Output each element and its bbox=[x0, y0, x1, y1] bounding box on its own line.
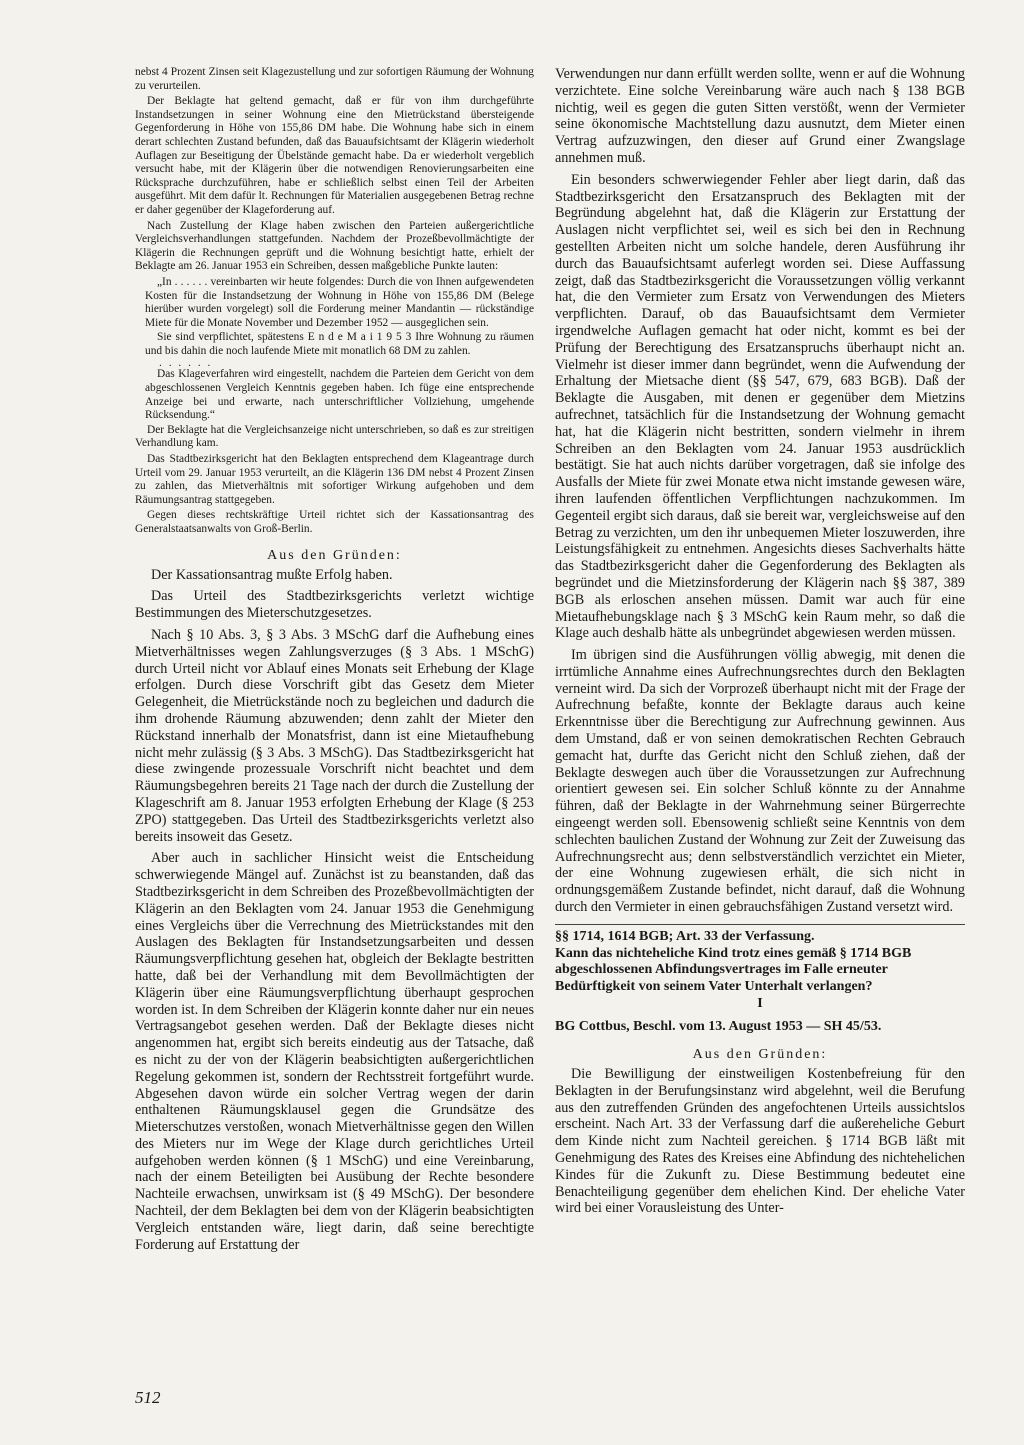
case-citation: §§ 1714, 1614 BGB; Art. 33 der Verfassung. bbox=[555, 928, 815, 944]
quote-paragraph: „In . . . . . . vereinbarten wir heute folgendes: Durch die von Ihnen aufgewendeten Kosten für die Instandsetzung der Wohnung in Höhe von 155,86 DM (Belege hierüber wurden vorgelegt) soll die Forderung meiner Mandantin — rückständige Miete für die Monate November und Dezember 1952 — ausgeglichen sein. bbox=[145, 275, 534, 329]
case-question: Kann das nichteheliche Kind trotz eines gemäß § 1714 BGB abgeschlossenen Abfindungsvertrages im Falle erneuter Bedürftigkeit von seinem Vater Unterhalt verlangen? bbox=[555, 945, 912, 995]
left-column bbox=[135, 66, 534, 1258]
paragraph: Das Stadtbezirksgericht hat den Beklagten entsprechend dem Klageantrage durch Urteil vom 29. Januar 1953 verurteilt, an die Klägerin 136 DM nebst 4 Prozent Zinsen zu zahlen, das Mietverhältnis mit sofortiger Wirkung aufgehoben und dem Räumungsantrag stattgegeben. bbox=[135, 453, 534, 506]
paragraph: Nach § 10 Abs. 3, § 3 Abs. 3 MSchG darf die Aufhebung eines Mietverhältnisses wegen Zahlungsverzuges (§ 3 Abs. 1 MSchG) durch Urteil nicht vor Ablauf eines Monats seit Erhebung der Klage erfolgen. Durch diese Vorschrift gibt das Gesetz dem Mieter Gelegenheit, die Mietrückstände noch zu begleichen und dadurch die ihm drohende Räumung abzuwenden; denn zahlt der Mieter den Rückstand innerhalb der Monatsfrist, dann ist eine Mietaufhebung nicht mehr zulässig (§ 3 Abs. 3 MSchG). Das Stadtbezirksgericht hat diese zwingende prozessuale Vorschrift nicht beachtet und dem Räumungsbegehren bereits 21 Tage nach der durch die Zustellung der Klageschrift am 8. Januar 1953 erfolgten Erhebung der Klage (§ 253 ZPO) stattgegeben. Das Urteil des Stadtbezirksgerichts verletzt also bereits insoweit das Gesetz. bbox=[135, 626, 534, 845]
quote-ellipsis: . . . . . . bbox=[159, 357, 213, 370]
page-number: 512 bbox=[135, 1388, 161, 1407]
paragraph: Nach Zustellung der Klage haben zwischen den Parteien außergerichtliche Vergleichsverhandlungen stattgefunden. Nachdem der Prozeßbevollmächtigte der Klägerin die Rechnungen geprüft und die Wohnung besichtigt hatte, erhielt der Beklagte am 26. Januar 1953 ein Schreiben, dessen maßgebliche Punkte lauten: bbox=[135, 219, 534, 273]
paragraph: Der Kassationsantrag mußte Erfolg haben. bbox=[151, 566, 393, 583]
roman-numeral: I bbox=[757, 996, 763, 1012]
quote-paragraph: Das Klageverfahren wird eingestellt, nachdem die Parteien dem Gericht von dem abgeschlossenen Vergleich Kenntnis gegeben haben. Ich füge eine entsprechende Anzeige bei und erwarte, nach unterschriftlicher Vollziehung, umgehende Rücksendung.“ bbox=[145, 368, 534, 422]
paragraph: Verwendungen nur dann erfüllt werden sollte, wenn er auf die Wohnung verzichtete. Eine solche Vereinbarung wäre auch nach § 138 BGB nichtig, weil es gegen die guten Sitten verstößt, wenn der Vermieter seine ökonomische Machtstellung dazu ausnutzt, dem Mieter einen Vertrag aufzuzwingen, den dieser auf Grund einer Zwangslage annehmen muß. bbox=[555, 66, 965, 166]
section-heading: Aus den Gründen: bbox=[267, 547, 402, 563]
paragraph: Der Beklagte hat geltend gemacht, daß er für von ihm durchgeführte Instandsetzungen in seiner Wohnung eine den Mietrückstand übersteigende Gegenforderung in Höhe von 155,86 DM habe. Die Wohnung habe sich in einem derart schlechten Zustand befunden, daß das Bauaufsichtsamt der Klägerin wiederholt Auflagen zur Beseitigung der Übelstände gemacht habe. Da er wiederholt vergeblich versucht habe, mit der Klägerin über die notwendigen Renovierungsarbeiten eine Rücksprache durchzuführen, habe er schließlich selbst einen Teil der Arbeiten ausgeführt. Mit dem dafür lt. Rechnungen für Materialien ausgegebenen Betrag rechne er daher gegenüber der Klageforderung auf. bbox=[135, 95, 534, 216]
paragraph: Die Bewilligung der einstweiligen Kostenbefreiung für den Beklagten in der Berufungsinstanz wird abgelehnt, weil die Berufung aus den zutreffenden Gründen des angefochtenen Urteils aussichtslos erscheint. Nach Art. 33 der Verfassung darf die außereheliche Geburt dem Kinde nicht zum Nachteil gereichen. § 1714 BGB läßt mit Genehmigung des Rates des Kreises eine Abfindung des nichtehelichen Kindes für die Zukunft zu. Diese Bestimmung bedeutet eine Benachteiligung gegenüber dem ehelichen Kind. Der eheliche Vater wird bei einer Vorausleistung des Unter- bbox=[555, 1066, 965, 1217]
paragraph: Im übrigen sind die Ausführungen völlig abwegig, mit denen die irrtümliche Annahme eines Aufrechnungsrechtes durch den Beklagten verneint wird. Da sich der Vorprozeß überhaupt nicht mit der Frage der Aufrechnung befaßte, konnte der Beklagte daraus auch keine Erkenntnisse über die Berechtigung zur Aufrechnung gewinnen. Aus dem Umstand, daß er von seinen demokratischen Rechten Gebrauch gemacht hat, durfte das Gericht nicht den Schluß ziehen, daß der Beklagte deswegen auch über die Voraussetzungen zur Aufrechnung orientiert gewesen sei. Ein solcher Schluß könnte zu der Annahme führen, daß der Beklagte in der Wahrnehmung seiner Bürgerrechte eingeengt werden soll. Ebensowenig schließt seine Kenntnis von dem schlechten baulichen Zustand der Wohnung zur Zeit der Zuweisung das Aufrechnungsrecht aus; denn selbstverständlich verzichtet ein Mieter, der eine Wohnung zugewiesen erhält, die sich nicht in ordnungsgemäßem Zustande befindet, nicht darauf, daß die Wohnung durch den Vermieter in einen gebrauchsfähigen Zustand versetzt wird. bbox=[555, 647, 965, 916]
section-heading: Aus den Gründen: bbox=[692, 1047, 828, 1063]
paragraph: Ein besonders schwerwiegender Fehler aber liegt darin, daß das Stadtbezirksgericht den Ersatzanspruch des Beklagten mit der Begründung abgelehnt hat, daß die Klägerin zur Erstattung der Auslagen nicht verpflichtet sei, weil es sich bei den in Rechnung gestellten Arbeiten nicht um solche handele, deren Ausführung ihr durch das Bauaufsichtsamt auferlegt worden sei. Diese Auffassung zeigt, daß das Stadtbezirksgericht die Voraussetzungen völlig verkannt hat, die den Vermieter zum Ersatz von Verwendungen des Mieters verpflichten. Darauf, ob das Bauaufsichtsamt dem Vermieter irgendwelche Auflagen gemacht hat oder nicht, kommt es bei der Prüfung der Berechtigung des Ersatzanspruchs überhaupt nicht an. Vielmehr ist dieser immer dann begründet, wenn die Aufwendung der Erhaltung der Mietsache dient (§§ 547, 679, 683 BGB). Daß der Beklagte die Ausgaben, mit denen er gegenüber dem Mietzins aufrechnet, tatsächlich für die Instandsetzung der Wohnung gemacht hat, hat die Klägerin nicht bestritten, sondern vielmehr in ihrem Schreiben an den Beklagten vom 24. Januar 1953 ausdrücklich bestätigt. Sie hat auch nichts darüber vorgetragen, daß sie infolge des Ausfalls der Miete für zwei Monate etwa nicht imstande gewesen wäre, ihren laufenden öffentlichen Verpflichtungen nachzukommen. Im Gegenteil ergibt sich daraus, daß sie bereit war, vergleichsweise auf den Betrag zu verzichten, um den ihr unbequemen Mieter loszuwerden, ihre Leistungsfähigkeit zu entnehmen. Angesichts dieses Sachverhalts hätte das Stadtbezirksgericht daher die Gegenforderung des Beklagten als begründet und die Mietzinsforderung der Klägerin nach §§ 387, 389 BGB als erloschen ansehen müssen. Damit war auch für eine Mietaufhebungsklage nach § 3 MSchG kein Raum mehr, so daß die Klage auch deshalb hätte als unbegründet abgewiesen werden müssen. bbox=[555, 171, 965, 642]
paragraph: Aber auch in sachlicher Hinsicht weist die Entscheidung schwerwiegende Mängel auf. Zunächst ist zu beanstanden, daß das Stadtbezirksgericht in dem Schreiben des Prozeßbevollmächtigten der Klägerin an den Beklagten vom 24. Januar 1953 die Genehmigung eines Vergleichs über die Verrechnung des Mietrückstandes mit den Auslagen des Beklagten für Instandsetzungsarbeiten und dessen Räumungsverpflichtung gesehen hat, obgleich der Beklagte bestritten hatte, daß bei der Verhandlung mit dem Bevollmächtigten der Klägerin über eine Räumungsverpflichtung überhaupt gesprochen worden ist. In dem Schreiben der Klägerin konnte daher nur ein neues Vertragsangebot gesehen werden. Daß der Beklagte dieses nicht angenommen hat, ergibt sich bereits eindeutig aus der Tatsache, daß es nicht zu der von der Klägerin beabsichtigten außergerichtlichen Regelung gekommen ist, sondern der Rechtsstreit fortgeführt wurde. Abgesehen davon würde ein solcher Vertrag wegen der darin enthaltenen Räumungsklausel gegen die Grundsätze des Mieterschutzes verstoßen, wonach Mietverhältnisse gegen den Willen des Mieters nur im Wege der Klage durch gerichtliches Urteil aufgehoben werden können (§ 1 MSchG) und eine Vereinbarung, nach der einem Beteiligten bei Ausübung der Rechte besondere Nachteile erwachsen, unwirksam ist (§ 49 MSchG). Der besondere Nachteil, der dem Beklagten bei dem von der Klägerin beabsichtigten Vergleich entstanden wäre, liegt darin, daß seine berechtigte Forderung auf Erstattung der bbox=[135, 850, 534, 1253]
paragraph: Der Beklagte hat die Vergleichsanzeige nicht unterschrieben, so daß es zur streitigen Verhandlung kam. bbox=[135, 423, 534, 450]
paragraph: nebst 4 Prozent Zinsen seit Klagezustellung und zur sofortigen Räumung der Wohnung zu verurteilen. bbox=[135, 66, 534, 92]
quote-paragraph: Sie sind verpflichtet, spätestens E n d e M a i 1 9 5 3 Ihre Wohnung zu räumen und bis dahin die noch laufende Miete mit monatlich 68 DM zu zahlen. bbox=[145, 331, 534, 357]
separator-rule bbox=[555, 924, 965, 925]
court-citation: BG Cottbus, Beschl. vom 13. August 1953 — SH 45/53. bbox=[555, 1019, 882, 1035]
right-column bbox=[555, 66, 965, 1222]
paragraph: Gegen dieses rechtskräftige Urteil richtet sich der Kassationsantrag des Generalstaatsanwalts von Groß-Berlin. bbox=[135, 509, 534, 535]
paragraph: Das Urteil des Stadtbezirksgerichts verletzt wichtige Bestimmungen des Mieterschutzgesetzes. bbox=[135, 588, 534, 622]
